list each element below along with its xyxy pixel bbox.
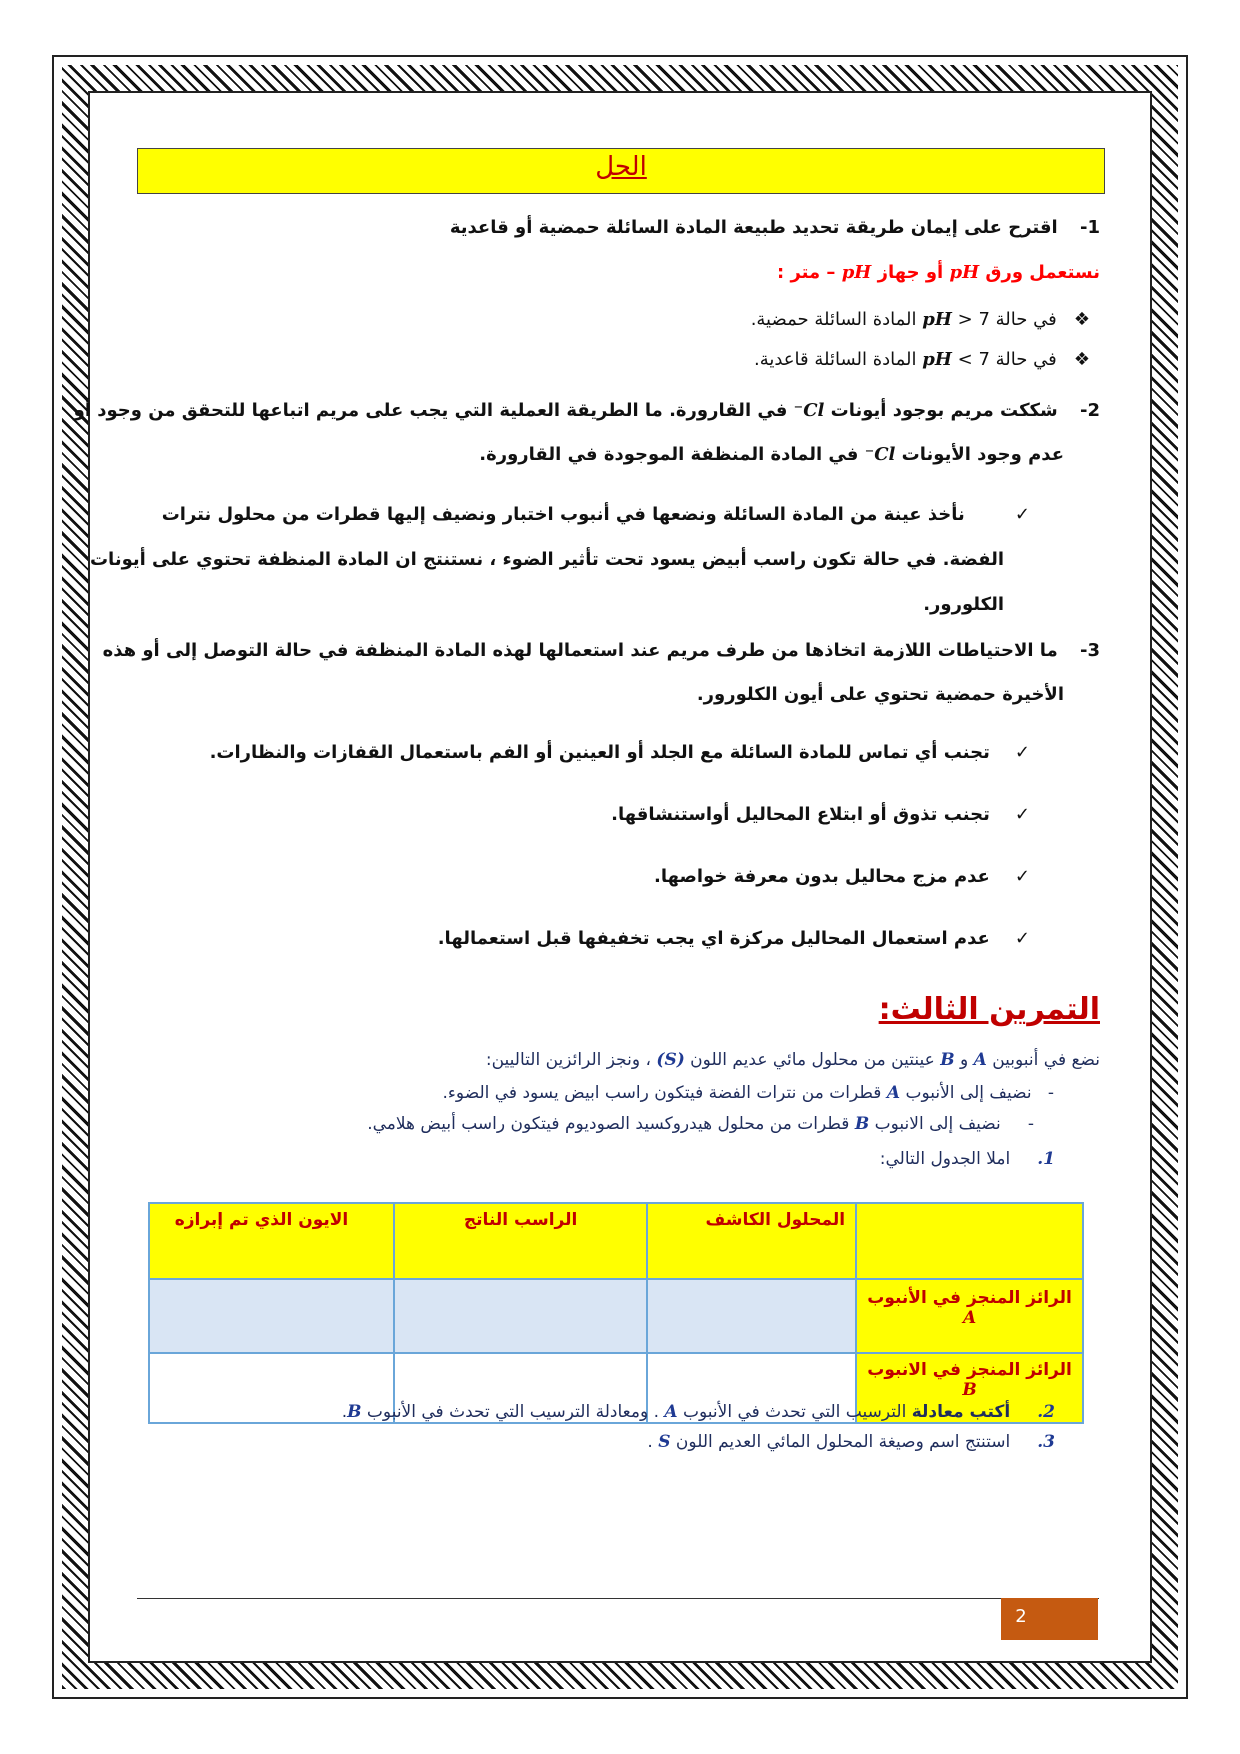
answer-text: أو جهاز: [877, 262, 944, 283]
question-text: املا الجدول التالي:: [879, 1149, 1011, 1169]
dash-bullet: -: [1027, 1114, 1035, 1134]
intro-text: عينتين من محلول مائي عديم اللون: [690, 1050, 935, 1070]
answer-3-item: [611, 800, 1030, 830]
tube-a-symbol: A: [973, 1050, 987, 1070]
answer-1-bullet-acid: [751, 305, 1090, 335]
ph-symbol: pH: [922, 309, 952, 330]
check-icon: ✓: [1014, 742, 1030, 763]
ph-symbol: pH: [949, 262, 980, 283]
bullet-text: في حالة 7: [978, 309, 1057, 330]
answer-3-item: [438, 924, 1030, 954]
question-text: . ومعادلة الترسيب التي تحدث في الأنبوب: [366, 1402, 659, 1422]
question-3-line-2: [697, 680, 1064, 710]
test-text: قطرات من محلول هيدروكسيد الصوديوم فيتكون راسب أبيض هلامي.: [367, 1114, 850, 1134]
test-text: نضيف إلى الأنبوب: [905, 1083, 1032, 1103]
table-header-precipitate: الراسب الناتج: [394, 1203, 647, 1279]
question-number: 1-: [1079, 217, 1100, 238]
question-text: في القارورة. ما الطريقة العملية التي يجب على مريم اتباعها للتحقق من وجود أو: [73, 400, 788, 421]
answer-text: الكلورور.: [923, 594, 1004, 615]
intro-text: ، ونجز الرائزين التاليين:: [485, 1050, 651, 1070]
test-b: [367, 1110, 1045, 1138]
exercise-q1: [880, 1145, 1055, 1173]
question-number: 1.: [1037, 1149, 1055, 1169]
question-text: عدم وجود الأيونات: [901, 444, 1064, 465]
question-number: 3-: [1079, 640, 1100, 661]
question-text: اقترح على إيمان طريقة تحديد طبيعة المادة السائلة حمضية أو قاعدية: [449, 217, 1058, 238]
exercise-q3: [647, 1428, 1055, 1456]
ph-symbol: pH: [841, 262, 872, 283]
answer-text: تجنب أي تماس للمادة السائلة مع الجلد أو العينين أو الفم باستعمال القفازات والنظارات.: [209, 742, 990, 763]
question-text: ما الاحتياطات اللازمة اتخاذها من طرف مريم عند استعمالها لهذه المادة المنظفة في حالة التوصل إلى أو هذه: [102, 640, 1058, 661]
footer-rule: [137, 1598, 1099, 1599]
test-text: نضيف إلى الانبوب: [874, 1114, 1001, 1134]
table-header-ion: الايون الذي تم إبرازه: [149, 1203, 394, 1279]
row-label-tube-a: [856, 1279, 1083, 1353]
question-number: 2-: [1079, 400, 1100, 421]
row-label-text: الرائز المنجز في الأنبوب: [867, 1288, 1072, 1308]
check-icon: ✓: [1014, 504, 1030, 525]
check-icon: ✓: [1014, 866, 1030, 887]
tube-a-symbol: A: [886, 1083, 901, 1103]
section-title: الحل: [595, 152, 647, 182]
intro-text: و: [959, 1050, 969, 1070]
results-table: [148, 1202, 1084, 1424]
bullet-text: في حالة 7: [978, 349, 1057, 370]
tube-a-symbol: A: [664, 1402, 678, 1422]
table-cell[interactable]: [149, 1279, 394, 1353]
table-header-row: [149, 1203, 1083, 1279]
answer-2-line-2: [90, 545, 1004, 575]
exercise-intro: [486, 1046, 1100, 1074]
row-label-text: الرائز المنجز في الانبوب: [867, 1360, 1072, 1380]
check-icon: ✓: [1014, 928, 1030, 949]
check-icon: ✓: [1014, 804, 1030, 825]
answer-text: نأخذ عينة من المادة السائلة ونضعها في أنبوب اختبار ونضيف إليها قطرات من محلول نترات: [161, 504, 965, 525]
intro-text: نضع في أنبوبين: [992, 1050, 1100, 1070]
question-number: 3.: [1037, 1432, 1055, 1452]
question-1: [450, 213, 1100, 243]
tube-b-symbol: B: [347, 1402, 362, 1422]
table-cell[interactable]: [647, 1279, 856, 1353]
question-text: شككت مريم بوجود أيونات: [830, 400, 1058, 421]
answer-2-line-1: [162, 500, 1030, 530]
answer-text: عدم استعمال المحاليل مركزة اي يجب تخفيفها قبل استعمالها.: [437, 928, 990, 949]
question-text-bold: أكتب معادلة: [911, 1402, 1011, 1422]
question-text: استنتج اسم وصيغة المحلول المائي العديم اللون: [675, 1432, 1011, 1452]
answer-text: تجنب تذوق أو ابتلاع المحاليل أواستنشاقها.: [611, 804, 990, 825]
answer-text: نستعمل ورق: [985, 262, 1100, 283]
answer-text: الفضة. في حالة تكون راسب أبيض يسود تحت تأثير الضوء ، نستنتج ان المادة المنظفة تحتوي على أيونات: [89, 549, 1004, 570]
bullet-text: المادة السائلة قاعدية.: [753, 349, 917, 370]
answer-1-intro: [777, 258, 1100, 288]
comparison-symbol: <: [957, 309, 973, 330]
page-number: 2: [1015, 1606, 1027, 1627]
answer-text: عدم مزج محاليل بدون معرفة خواصها.: [654, 866, 990, 887]
question-text: .: [341, 1402, 348, 1422]
question-text: الترسيب التي تحدث في الأنبوب: [683, 1402, 907, 1422]
tube-a-symbol: A: [962, 1308, 977, 1328]
table-cell[interactable]: [394, 1279, 647, 1353]
dash-bullet: -: [1047, 1083, 1055, 1103]
answer-text: – متر :: [777, 262, 836, 283]
question-text: الأخيرة حمضية تحتوي على أيون الكلورور.: [696, 684, 1064, 705]
answer-3-item: [654, 862, 1030, 892]
question-3-line-1: [103, 636, 1100, 666]
tube-b-symbol: B: [854, 1114, 870, 1134]
table-header-reagent: المحلول الكاشف: [647, 1203, 856, 1279]
question-text: .: [647, 1432, 653, 1452]
question-2-line-2: [479, 440, 1064, 470]
solution-s-symbol: (S): [656, 1050, 685, 1070]
exercise-title: التمرين الثالث:: [878, 992, 1100, 1027]
test-a: [443, 1079, 1065, 1107]
diamond-bullet-icon: ❖: [1073, 309, 1090, 330]
diamond-bullet-icon: ❖: [1073, 349, 1090, 370]
ph-symbol: pH: [922, 349, 952, 370]
solution-s-symbol: S: [658, 1432, 671, 1452]
question-2-line-1: [74, 396, 1100, 426]
comparison-symbol: >: [957, 349, 973, 370]
question-number: 2.: [1037, 1402, 1055, 1422]
question-text: في المادة المنظفة الموجودة في القارورة.: [479, 444, 859, 465]
table-header-cell: [856, 1203, 1083, 1279]
test-text: قطرات من نترات الفضة فيتكون راسب ابيض يسود في الضوء.: [442, 1083, 882, 1103]
answer-2-line-3: [923, 590, 1004, 620]
bullet-text: المادة السائلة حمضية.: [750, 309, 917, 330]
chloride-symbol: Cl⁻: [864, 444, 896, 465]
exercise-q2: [342, 1398, 1055, 1426]
tube-b-symbol: B: [962, 1380, 977, 1400]
table-row: [149, 1279, 1083, 1353]
tube-b-symbol: B: [940, 1050, 955, 1070]
chloride-symbol: Cl⁻: [793, 400, 825, 421]
answer-3-item: [210, 738, 1030, 768]
answer-1-bullet-base: [754, 345, 1090, 375]
